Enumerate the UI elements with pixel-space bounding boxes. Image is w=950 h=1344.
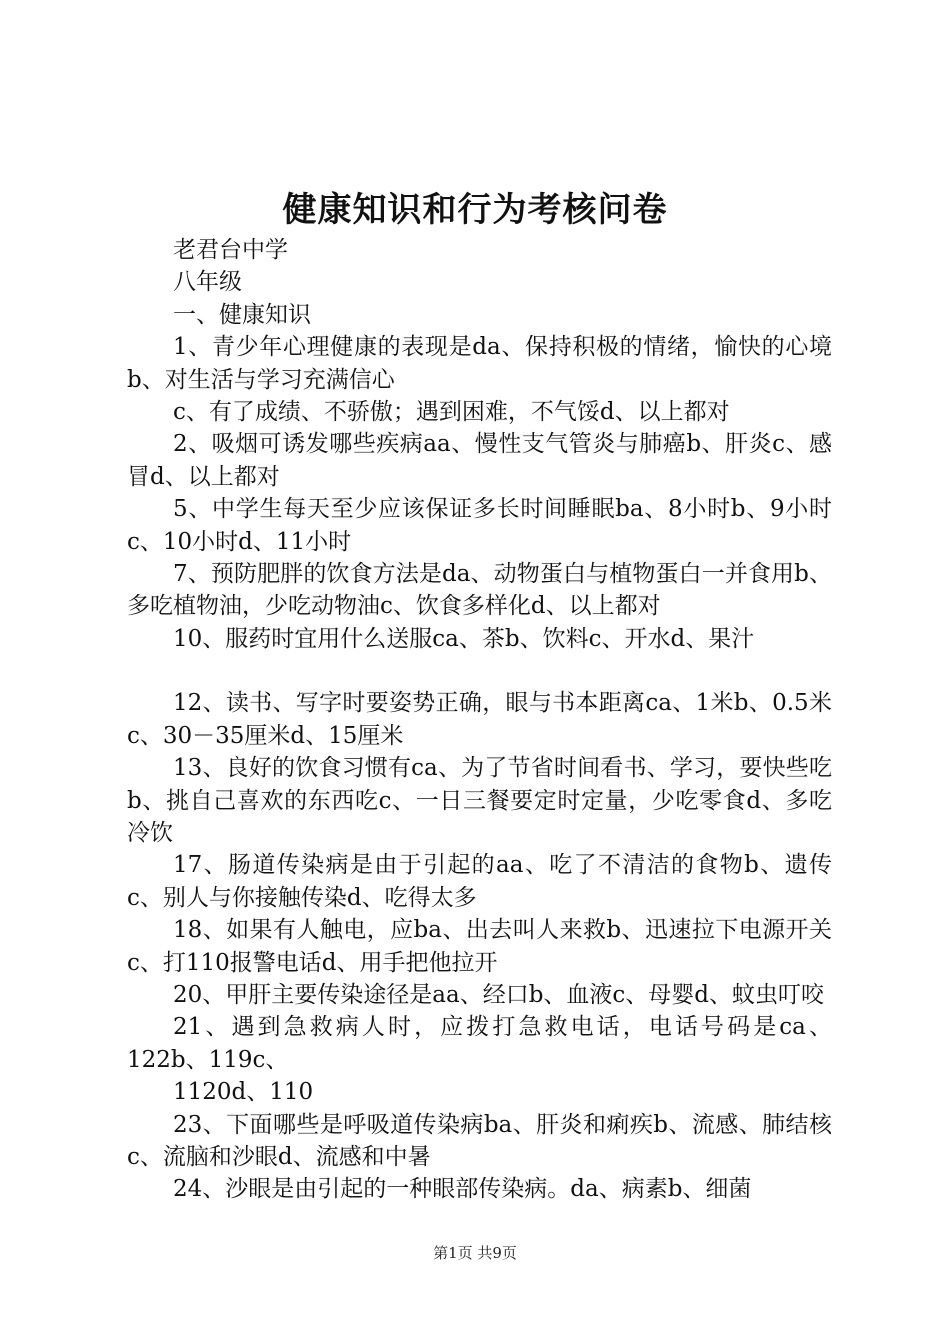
grade-label: 八年级 — [173, 269, 242, 296]
question-1: 1、青少年心理健康的表现是da、保持积极的情绪，愉快的心境b、对生活与学习充满信心 — [127, 334, 832, 393]
question-7: 7、预防肥胖的饮食方法是da、动物蛋白与植物蛋白一并食用b、多吃植物油，少吃动物油c、饮食多样化d、以上都对 — [127, 561, 832, 620]
question-10: 10、服药时宜用什么送服ca、茶b、饮料c、开水d、果汁 — [173, 625, 755, 652]
document-body — [127, 234, 832, 1206]
question-1-continued: c、有了成绩、不骄傲；遇到困难，不气馁d、以上都对 — [173, 399, 730, 426]
question-12: 12、读书、写字时要姿势正确，眼与书本距离ca、1米b、0.5米c、30－35厘米d、15厘米 — [127, 690, 832, 749]
document-title: 健康知识和行为考核问卷 — [282, 190, 668, 230]
question-21-continued: 1120d、110 — [173, 1079, 314, 1106]
school-name: 老君台中学 — [173, 237, 288, 263]
question-23: 23、下面哪些是呼吸道传染病ba、肝炎和痢疾b、流感、肺结核c、流脑和沙眼d、流感和中暑 — [127, 1111, 832, 1170]
question-24: 24、沙眼是由引起的一种眼部传染病。da、病素b、细菌 — [173, 1176, 752, 1203]
question-21: 21、遇到急救病人时，应拨打急救电话，电话号码是ca、122b、119c、 — [127, 1014, 832, 1073]
page-number: 第1页 共9页 — [433, 1244, 517, 1262]
question-17: 17、肠道传染病是由于引起的aa、吃了不清洁的食物b、遗传c、别人与你接触传染d、吃得太多 — [127, 852, 832, 911]
question-5: 5、中学生每天至少应该保证多长时间睡眠ba、8小时b、9小时c、10小时d、11小时 — [127, 496, 832, 555]
question-13: 13、良好的饮食习惯有ca、为了节省时间看书、学习，要快些吃b、挑自己喜欢的东西吃c、一日三餐要定时定量，少吃零食d、多吃冷饮 — [127, 755, 832, 846]
question-20: 20、甲肝主要传染途径是aa、经口b、血液c、母婴d、蚊虫叮咬 — [173, 981, 825, 1008]
question-2: 2、吸烟可诱发哪些疾病aa、慢性支气管炎与肺癌b、肝炎c、感冒d、以上都对 — [127, 431, 832, 490]
question-18: 18、如果有人触电，应ba、出去叫人来救b、迅速拉下电源开关c、打110报警电话d、用手把他拉开 — [127, 917, 832, 976]
section-heading: 一、健康知识 — [173, 301, 311, 328]
